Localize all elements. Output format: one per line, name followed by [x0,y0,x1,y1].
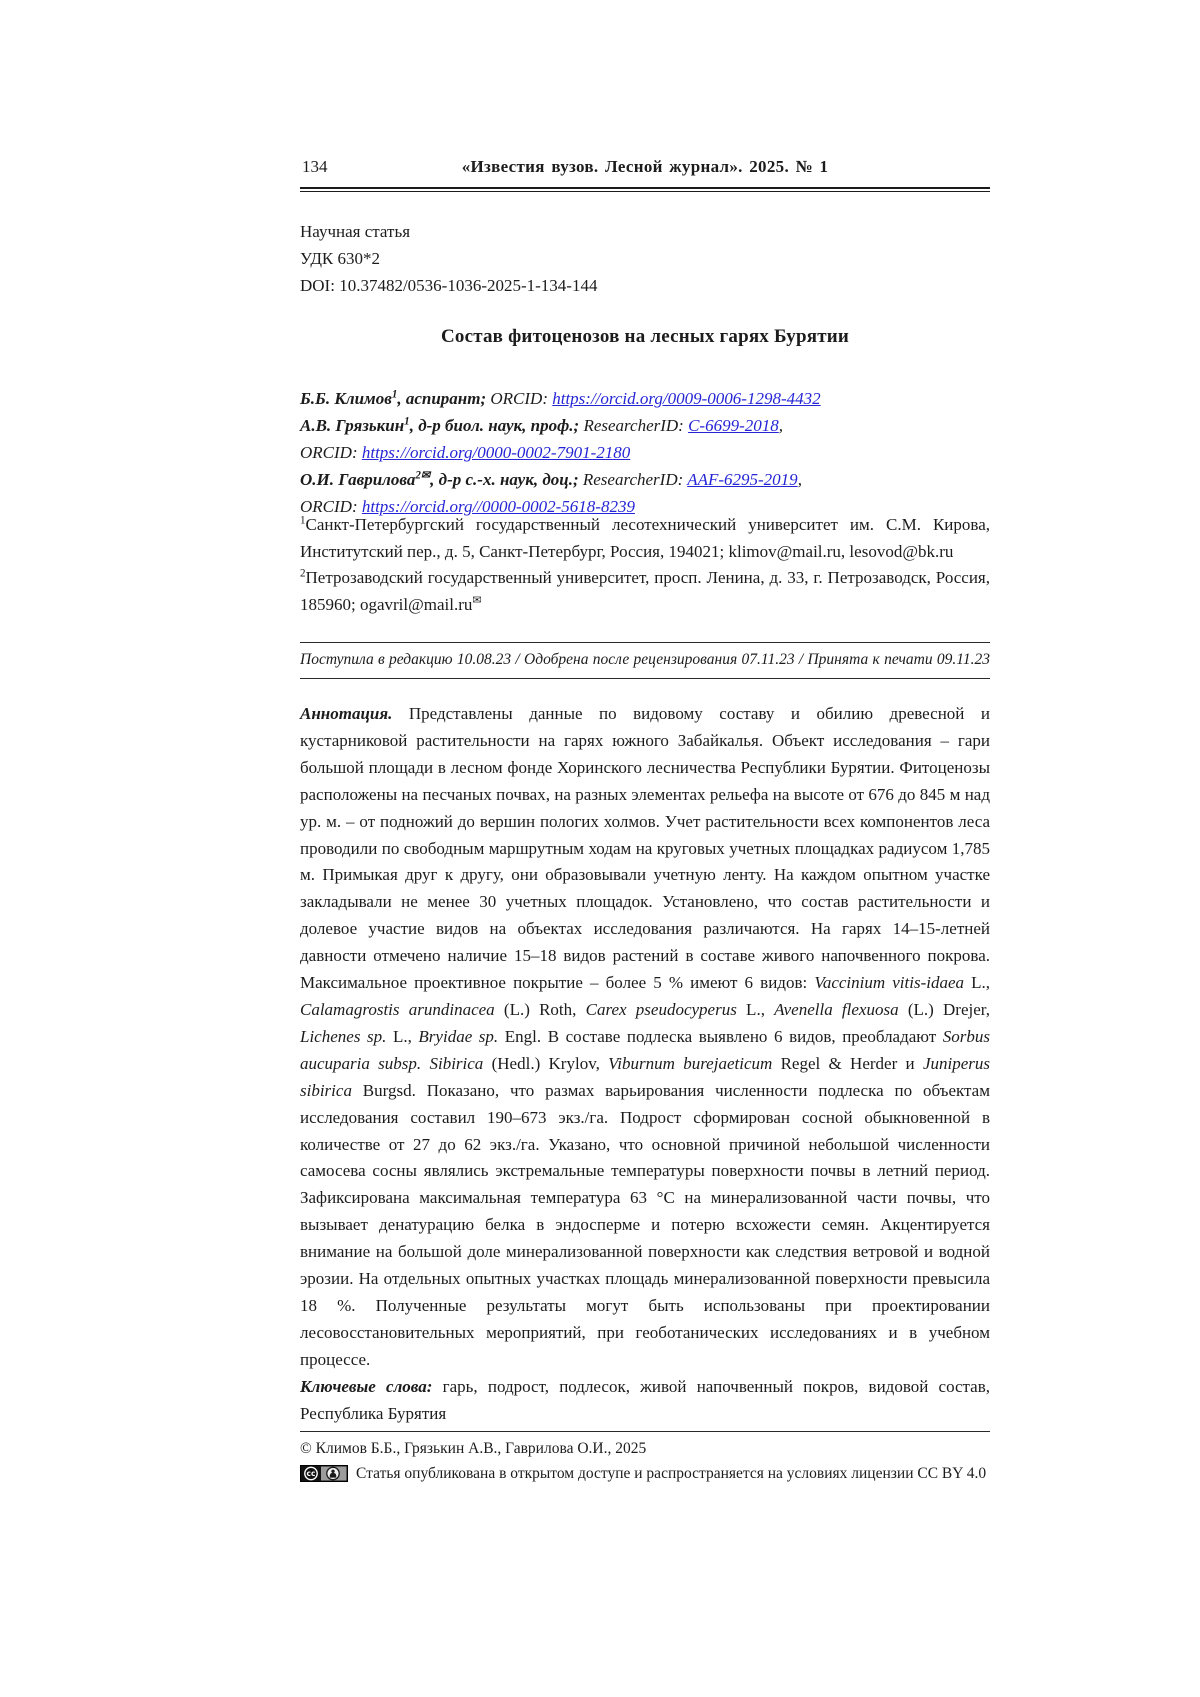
header-double-rule [300,187,990,192]
text-run: гарь, подрост, подлесок, живой напочвенный покров, видовой состав, Республика Бурятия [300,1376,990,1423]
authors-block [300,385,990,520]
text-run: , д-р с.-х. наук, доц.; [430,470,583,489]
text-run: Петрозаводский государственный университет, просп. Ленина, д. 33, г. Петрозаводск, Россия, 185960; ogavril@mail.ru [300,568,990,614]
text-run: Engl. В составе подлеска выявлено 6 видов, преобладают [498,1026,943,1046]
text-run: ✉ [472,593,482,606]
page-footer [300,1431,990,1484]
text-run: 1 [300,514,306,527]
text-run: Ключевые слова: [300,1376,443,1396]
article-type: Научная статья [300,222,411,241]
text-run: 2✉ [415,469,431,482]
footer-rule [300,1431,990,1432]
researcherid-link-gavrilova[interactable]: AAF-6295-2019 [687,470,798,489]
text-run: Juniperus sibirica [300,1053,990,1100]
text-run: ORCID: [490,389,553,408]
text-run: , аспирант; [397,389,491,408]
doi-line: DOI: 10.37482/0536-1036-2025-1-134-144 [300,276,598,295]
text-run: , д-р биол. наук, проф.; [409,416,584,435]
text-run: Б.Б. Климов [300,389,392,408]
journal-header: «Известия вузов. Лесной журнал». 2025. № 1 [461,157,829,176]
abstract-block [300,701,990,1427]
text-run: Regel & Herder и [772,1053,923,1073]
text-run: 1 [404,415,410,428]
text-run: Viburnum burejaeticum [608,1053,773,1073]
text-run: L., [386,1026,419,1046]
orcid-link-gavrilova[interactable]: https://orcid.org//0000-0002-5618-8239 [361,497,635,516]
copyright-line: © Климов Б.Б., Грязькин А.В., Гаврилова О.И., 2025 [300,1440,647,1457]
dates-line: Поступила в редакцию 10.08.23 / Одобрена после рецензирования 07.11.23 / Принята к печати 09.11.23 [300,651,990,668]
dates-bottom-rule [300,678,990,679]
text-run: 1 [391,388,398,401]
text-run: , [778,416,784,435]
affiliation-petrsu [300,565,990,618]
text-run: Vaccinium vitis-idaea [814,973,964,993]
text-run: О.И. Гаврилова [300,470,416,489]
author-orcid-gryazkin [300,439,990,466]
keywords-paragraph [300,1374,990,1428]
orcid-link-klimov[interactable]: https://orcid.org/0009-0006-1298-4432 [552,389,821,408]
dates-block [300,642,990,679]
abstract-paragraph [300,701,990,1374]
text-run: (Hedl.) Krylov, [483,1053,609,1073]
article-meta [300,218,990,299]
orcid-link-gryazkin[interactable]: https://orcid.org/0000-0002-7901-2180 [361,443,631,462]
author-line-gavrilova [300,466,990,493]
text-run: ORCID: [300,497,362,516]
text-run: Представлены данные по видовому составу и обилию древесной и кустарниковой растительности на гарях южного Забайкалья. Объект исследования – гари большой площади в лесном фонде Хоринского лесничества Республики Бурятии. Фитоценозы расположены на песчаных почвах, на разных элементах рельефа на высоте от 676 до 845 м над ур. м. – от подножий до вершин пологих холмов. Учет растительности всех компонентов леса проводили по свободным маршрутным ходам на круговых учетных площадках радиусом 1,785 м. Примыкая друг к другу, они образовывали учетную ленту. На каждом опытном участке закладывали не менее 30 учетных площадок. Установлено, что состав растительности и долевое участие видов на объектах исследования различаются. На гарях 14–15-летней давности отмечено наличие 15–18 видов растений в составе живого напочвенного покрова. Максимальное проективное покрытие – более 5 % имеют 6 видов: [300,704,990,993]
author-line-klimov [300,385,990,412]
page-header [300,157,990,177]
text-run: ResearcherID: [583,416,689,435]
affiliation-spbftu [300,512,990,565]
text-run: А.В. Грязькин [300,416,405,435]
page-number: 134 [302,157,328,176]
text-run: (L.) Drejer, [898,999,990,1019]
text-run: Bryidae sp. [418,1026,499,1046]
license-text: Статья опубликована в открытом доступе и распространяется на условиях лицензии CC BY 4.0 [356,1465,987,1482]
text-run: L., [964,973,990,993]
cc-by-badge-icon [300,1465,348,1482]
udc-code: УДК 630*2 [300,249,381,268]
text-run: Avenella flexuosa [774,999,899,1019]
text-run: Lichenes sp. [300,1026,387,1046]
text-run: (L.) Roth, [494,999,586,1019]
text-run: Carex pseudocyperus [585,999,737,1019]
text-run: L., [736,999,775,1019]
text-run: 2 [300,567,306,580]
svg-text:cc: cc [306,1469,316,1479]
text-run: ResearcherID: [582,470,688,489]
text-run: Sorbus aucuparia subsp. Sibirica [300,1026,991,1073]
text-run: , [797,470,802,489]
author-line-gryazkin [300,412,990,439]
affiliations-block [300,512,990,618]
researcherid-link-gryazkin[interactable]: C-6699-2018 [688,416,779,435]
text-run: ORCID: [300,443,362,462]
text-run: Burgsd. Показано, что размах варьирования численности подлеска по объектам исследования составил 190–673 экз./га. Подрост сформирован сосной обыкновенной в количестве от 27 до 62 экз./га. Указано, что основной причиной небольшой численности самосева сосны являлись экстремальные температуры поверхности почвы в летний период. Зафиксирована максимальная температура 63 °С на минерализованной части почвы, что вызывает денатурацию белка в эндосперме и потерю всхожести семян. Акцентируется внимание на большой доле минерализованной поверхности как следствия ветровой и водной эрозии. На отдельных опытных участках площадь минерализованной поверхности превысила 18 %. Полученные результаты могут быть использованы при проектировании лесовосстановительных мероприятий, при геоботанических исследованиях и в учебном процессе. [300,1080,990,1369]
text-run: Аннотация. [300,704,409,723]
text-run: Санкт-Петербургский государственный лесотехнический университет им. С.М. Кирова, Институтский пер., д. 5, Санкт-Петербург, Россия, 194021; klimov@mail.ru, lesovod@bk.ru [300,515,990,561]
text-run: Calamagrostis arundinacea [300,999,495,1019]
page-title: Состав фитоценозов на лесных гарях Бурятии [440,326,850,347]
